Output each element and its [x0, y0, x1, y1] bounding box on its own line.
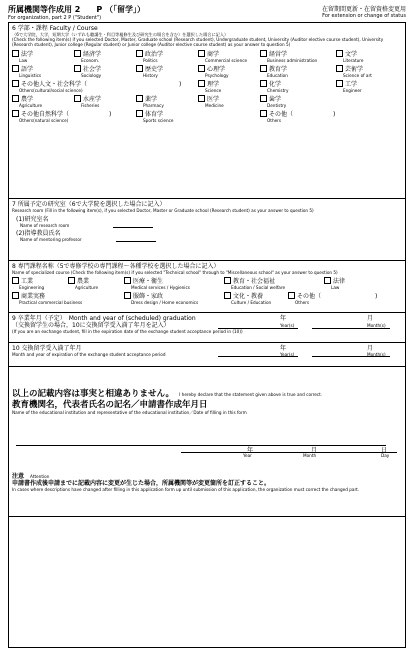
checkbox[interactable]	[74, 65, 81, 72]
faculty-option[interactable]: 心理学 Psychology	[198, 65, 260, 78]
checkbox[interactable]	[324, 277, 331, 284]
section-7-research-room	[9, 199, 405, 261]
section-10-sub: Month and year of expiration of the exchange student acceptance period	[12, 352, 166, 357]
form-right-title: 在留期間更新・在留資格変更用	[321, 6, 406, 13]
faculty-option[interactable]: 経済学 Econom.	[74, 50, 136, 63]
checkbox[interactable]	[136, 110, 143, 117]
checkbox[interactable]	[224, 292, 231, 299]
course-row-2	[12, 292, 402, 305]
section-8-title: 8 専門課程名称（5で専修学校の専門課程〜各種学校を選択した場合に記入）	[12, 263, 220, 270]
professor-field[interactable]	[116, 241, 156, 242]
research-room-label-en: Name of research room	[20, 223, 70, 228]
course-option[interactable]: 服飾・家政 Dress design / Home economics	[124, 292, 224, 305]
course-option[interactable]: 農業 Agriculture	[68, 277, 124, 290]
faculty-option[interactable]: 教育学 Education	[260, 65, 336, 78]
course-option[interactable]: 医療・衛生 Medical services / Hygienics	[124, 277, 224, 290]
caution-en: In cases where descriptions have changed after filling in this application form up until submission of this application, the organization must correct the changed part.	[12, 487, 360, 492]
course-option[interactable]: 教育・社会福祉 Education / Social welfare	[224, 277, 324, 290]
checkbox[interactable]	[136, 50, 143, 57]
checkbox[interactable]	[124, 292, 131, 299]
checkbox[interactable]	[198, 80, 205, 87]
checkbox[interactable]	[124, 277, 131, 284]
faculty-option[interactable]: 歯学 Dentistry	[260, 95, 336, 108]
year-label-jp: 年	[280, 315, 287, 322]
faculty-option[interactable]: 語学 Linguistics	[12, 65, 74, 78]
checkbox[interactable]	[336, 80, 343, 87]
checkbox[interactable]	[12, 65, 19, 72]
declaration-section	[9, 367, 405, 517]
professor-label: (2)指導教員氏名	[16, 230, 61, 237]
course-option-other[interactable]: その他（ ) Others	[288, 292, 398, 305]
date-field[interactable]	[181, 451, 397, 453]
month-label-en: Month(s)	[367, 323, 386, 328]
section-6-instr-en: (Check the following item(s) if you selected Doctor, Master, Graduate school (Research student), Undergraduate student, University (Auditor elective course student), University (Research student), Junior college (Regular student) or Junior college (Auditor elective course student) as your answer to question 5)	[12, 37, 384, 47]
date-year-jp: 年	[247, 447, 254, 454]
research-room-field[interactable]	[113, 227, 153, 228]
section-10-exchange-expiry	[9, 343, 405, 367]
form-right-subtitle: For extension or change of status	[322, 13, 406, 19]
faculty-row-2	[12, 65, 402, 78]
faculty-option[interactable]: 農学 Agriculture	[12, 95, 74, 108]
section-6-instr-jp: （6で大学院，大学，短期大学（いずれも聴講生・科目等履修生及び研究生の場合を含む）を選択した場合に記入）	[12, 32, 229, 37]
faculty-option[interactable]: 政治学 Politics	[136, 50, 198, 63]
year-label-en: Year(s)	[280, 323, 295, 328]
faculty-option[interactable]: 経営学 Business administration	[260, 50, 336, 63]
month-label-jp: 月	[367, 345, 374, 352]
checkbox[interactable]	[68, 277, 75, 284]
date-day-en: Day	[381, 453, 390, 458]
checkbox[interactable]	[12, 95, 19, 102]
faculty-option[interactable]: 社会学 Sociology	[74, 65, 136, 78]
faculty-row-4	[12, 95, 402, 108]
faculty-option[interactable]: 工学 Engineer	[336, 80, 398, 93]
section-8-specialized-course	[9, 261, 405, 313]
checkbox[interactable]	[198, 50, 205, 57]
checkbox[interactable]	[288, 292, 295, 299]
faculty-option[interactable]: 薬学 Pharmacy	[136, 95, 198, 108]
signature-title-jp: 教育機関名，代表者氏名の記名／申請書作成年月日	[12, 400, 208, 410]
signature-title-en: Name of the educational institution and representative of the educational institution／Date of filling in this form	[12, 410, 247, 415]
faculty-option[interactable]: 歴史学 History	[136, 65, 198, 78]
checkbox[interactable]	[260, 65, 267, 72]
faculty-option[interactable]: 医学 Medicine	[198, 95, 260, 108]
checkbox[interactable]	[136, 65, 143, 72]
month-label-en: Month(s)	[367, 352, 386, 357]
faculty-option-other[interactable]: その他（ ) Others	[260, 110, 400, 123]
checkbox[interactable]	[198, 65, 205, 72]
checkbox[interactable]	[260, 95, 267, 102]
faculty-option[interactable]: 化学 Chemistry	[260, 80, 336, 93]
date-day-jp: 日	[381, 447, 388, 454]
section-9-sub-en: (If you are an exchange student, fill in the expiration date of the exchange student acceptance period in (10))	[12, 329, 243, 334]
faculty-option-other-humanities[interactable]: その他人文・社会科学（ ) Others(cultural/social science)	[12, 80, 198, 93]
checkbox[interactable]	[12, 50, 19, 57]
form-subtitle: For organization, part 2 P ("Student")	[8, 15, 102, 21]
professor-label-en: Name of mentoring professor	[20, 237, 82, 242]
checkbox[interactable]	[12, 110, 19, 117]
section-10-title: 10 交換留学受入満了年月	[12, 345, 82, 352]
faculty-option[interactable]: 体育学 Sports science	[136, 110, 260, 123]
checkbox[interactable]	[260, 110, 267, 117]
checkbox[interactable]	[260, 50, 267, 57]
faculty-option-other-natural[interactable]: その他自然科学（ ) Others(natural science)	[12, 110, 136, 123]
faculty-option[interactable]: 水産学 Fisheries	[74, 95, 136, 108]
checkbox[interactable]	[12, 80, 19, 87]
section-8-instr: Name of specialized course (Check the following item(s) if you selected "Technical school" through to "Miscellaneous school" as your answer to question 5)	[12, 270, 338, 275]
checkbox[interactable]	[74, 95, 81, 102]
signature-field[interactable]	[16, 415, 386, 446]
faculty-option[interactable]: 理学 Science	[198, 80, 260, 93]
course-option[interactable]: 法律 Law	[324, 277, 374, 290]
faculty-option[interactable]: 法学 Law	[12, 50, 74, 63]
faculty-option[interactable]: 芸術学 Science of art	[336, 65, 398, 78]
section-9-sub-jp: （交換留学生の場合，10に交換留学受入満了年月を記入）	[12, 322, 170, 329]
checkbox[interactable]	[224, 277, 231, 284]
section-9-graduation	[9, 313, 405, 343]
form-frame	[8, 22, 406, 648]
note-label-en: Attention	[30, 474, 50, 479]
section-7-instr: Research room (Fill in the following item(s), if you selected Doctor, Master or Graduate school (Research student) as your answer to question 5)	[12, 208, 314, 213]
faculty-option[interactable]: 文学 Literature	[336, 50, 398, 63]
date-year-en: Year	[243, 453, 252, 458]
caution-jp: 申請書作成後申請までに記載内容に変更が生じた場合，所属機関等が変更箇所を訂正すること。	[12, 480, 271, 487]
course-row-1	[12, 277, 402, 290]
checkbox[interactable]	[198, 95, 205, 102]
checkbox[interactable]	[74, 50, 81, 57]
year-label-jp: 年	[280, 345, 287, 352]
course-option[interactable]: 工業 Engineering	[12, 277, 68, 290]
faculty-row-5	[12, 110, 402, 123]
section-9-title: 9 卒業年月（予定） Month and year of (scheduled) graduation	[12, 315, 196, 322]
date-month-en: Month	[303, 453, 317, 458]
checkbox[interactable]	[12, 292, 19, 299]
declaration-en: I hereby declare that the statement given above is true and correct.	[179, 392, 323, 397]
note-label-jp: 注意	[12, 473, 25, 480]
faculty-row-3	[12, 80, 402, 93]
year-label-en: Year(s)	[280, 352, 295, 357]
checkbox[interactable]	[12, 277, 19, 284]
course-option[interactable]: 商業実務 Practical commercial business	[12, 292, 124, 305]
checkbox[interactable]	[136, 95, 143, 102]
course-option[interactable]: 文化・教養 Culture / Education	[224, 292, 288, 305]
section-7-title: 7 所属予定の研究室（6で大学院を選択した場合に記入）	[12, 201, 166, 208]
declaration-jp: 以上の記載内容は事実と相違ありません。	[12, 389, 175, 399]
checkbox[interactable]	[336, 50, 343, 57]
research-room-label: (1)研究室名	[16, 216, 49, 223]
checkbox[interactable]	[260, 80, 267, 87]
month-label-jp: 月	[367, 315, 374, 322]
form-title: 所属機関等作成用 2 P （「留学」）	[8, 5, 145, 14]
section-6-faculty	[9, 23, 405, 199]
faculty-row-1	[12, 50, 402, 63]
date-month-jp: 月	[311, 447, 318, 454]
form-header	[8, 4, 406, 21]
section-6-title: 6 学部・課程 Faculty / Course	[12, 25, 98, 32]
faculty-option[interactable]: 商学 Commercial science	[198, 50, 260, 63]
checkbox[interactable]	[336, 65, 343, 72]
